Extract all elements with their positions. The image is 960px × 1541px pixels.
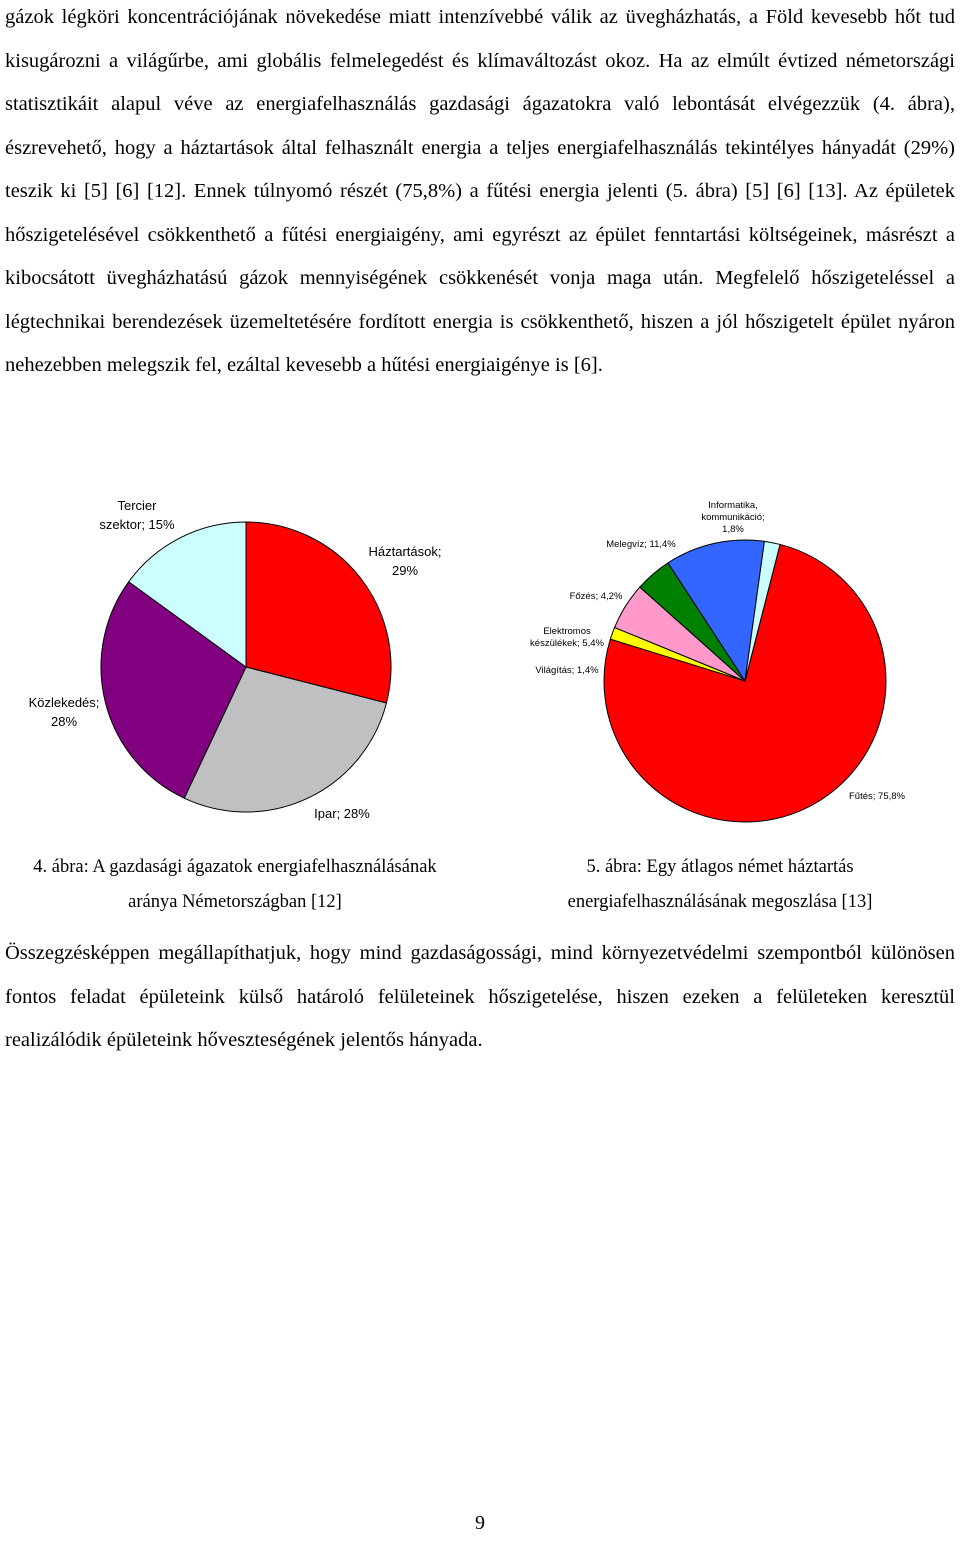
- body-paragraph-1: gázok légköri koncentrációjának növekedése miatt intenzívebbé válik az üvegházhatás, a Föld kevesebb hőt tud kisugározni a világűrbe, ami globális felmelegedést és klímaváltozást okoz. Ha az elmúlt évtized németországi statisztikáit alapul véve az energiafelhasználás gazdasági ágazatokra való lebontását elvégezzük (4. ábra), észrevehető, hogy a háztartások által felhasznált energia a teljes energiafelhasználás tekintélyes hányadát (29%) teszik ki [5] [6] [12]. Ennek túlnyomó részét (75,8%) a fűtési energia jelenti (5. ábra) [5] [6] [13]. Az épületek hőszigetelésével csökkenthető a fűtési energiaigény, ami egyrészt az épület fenntartási költségeinek, másrészt a kibocsátott üvegházhatású gázok mennyiségének csökkenését vonja maga után. Megfelelő hőszigeteléssel a légtechnikai berendezések üzemeltetésére fordított energia is csökkenthető, hiszen a jól hőszigetelt épület nyáron nehezebben melegszik fel, ezáltal kevesebb a hűtési energiaigénye is [6].: [5, 6, 955, 376]
- figure-5-caption-line-1: 5. ábra: Egy átlagos német háztartás: [586, 857, 854, 877]
- pie2-label-informatika: Informatika, kommunikáció; 1,8%: [701, 500, 765, 535]
- pie2-label-fozes-4-2: Főzés; 4,2%: [569, 591, 623, 602]
- figure-4-caption-line-1: 4. ábra: A gazdasági ágazatok energiafelhasználásának: [33, 857, 437, 877]
- pie2-label-vilagitas-1-4: Világítás; 1,4%: [535, 665, 599, 676]
- figure-5-caption-line-2: energiafelhasználásának megoszlása [13]: [567, 892, 873, 912]
- pie1-label-kozlekedes: Közlekedés; 28%: [28, 695, 100, 729]
- pie2-label-futes-75-8: Fűtés; 75,8%: [849, 791, 905, 802]
- pie2-label-elektromos: Elektromos készülékek; 5,4%: [530, 626, 604, 649]
- figure-4-caption-line-2: aránya Németországban [12]: [128, 892, 342, 912]
- pie2-label-melegviz-11-4: Melegvíz; 11,4%: [606, 539, 676, 550]
- figure-5-caption: [500, 850, 940, 920]
- pie1-label-tercier: Tercier szektor; 15%: [99, 498, 175, 532]
- pie1-label-ipar-28: Ipar; 28%: [314, 806, 370, 821]
- body-paragraph-2: Összegzésképpen megállapíthatjuk, hogy mind gazdaságossági, mind környezetvédelmi szempontból különösen fontos feladat épületeink külső határoló felületeinek hőszigetelése, hiszen ezeken a felületeken keresztül realizálódik épületeink hőveszteségének jelentős hányada.: [5, 942, 955, 1051]
- figure-4-caption: [0, 850, 470, 920]
- pie1-label-haztartasok: Háztartások; 29%: [368, 544, 442, 578]
- page-number: 9: [475, 1512, 485, 1534]
